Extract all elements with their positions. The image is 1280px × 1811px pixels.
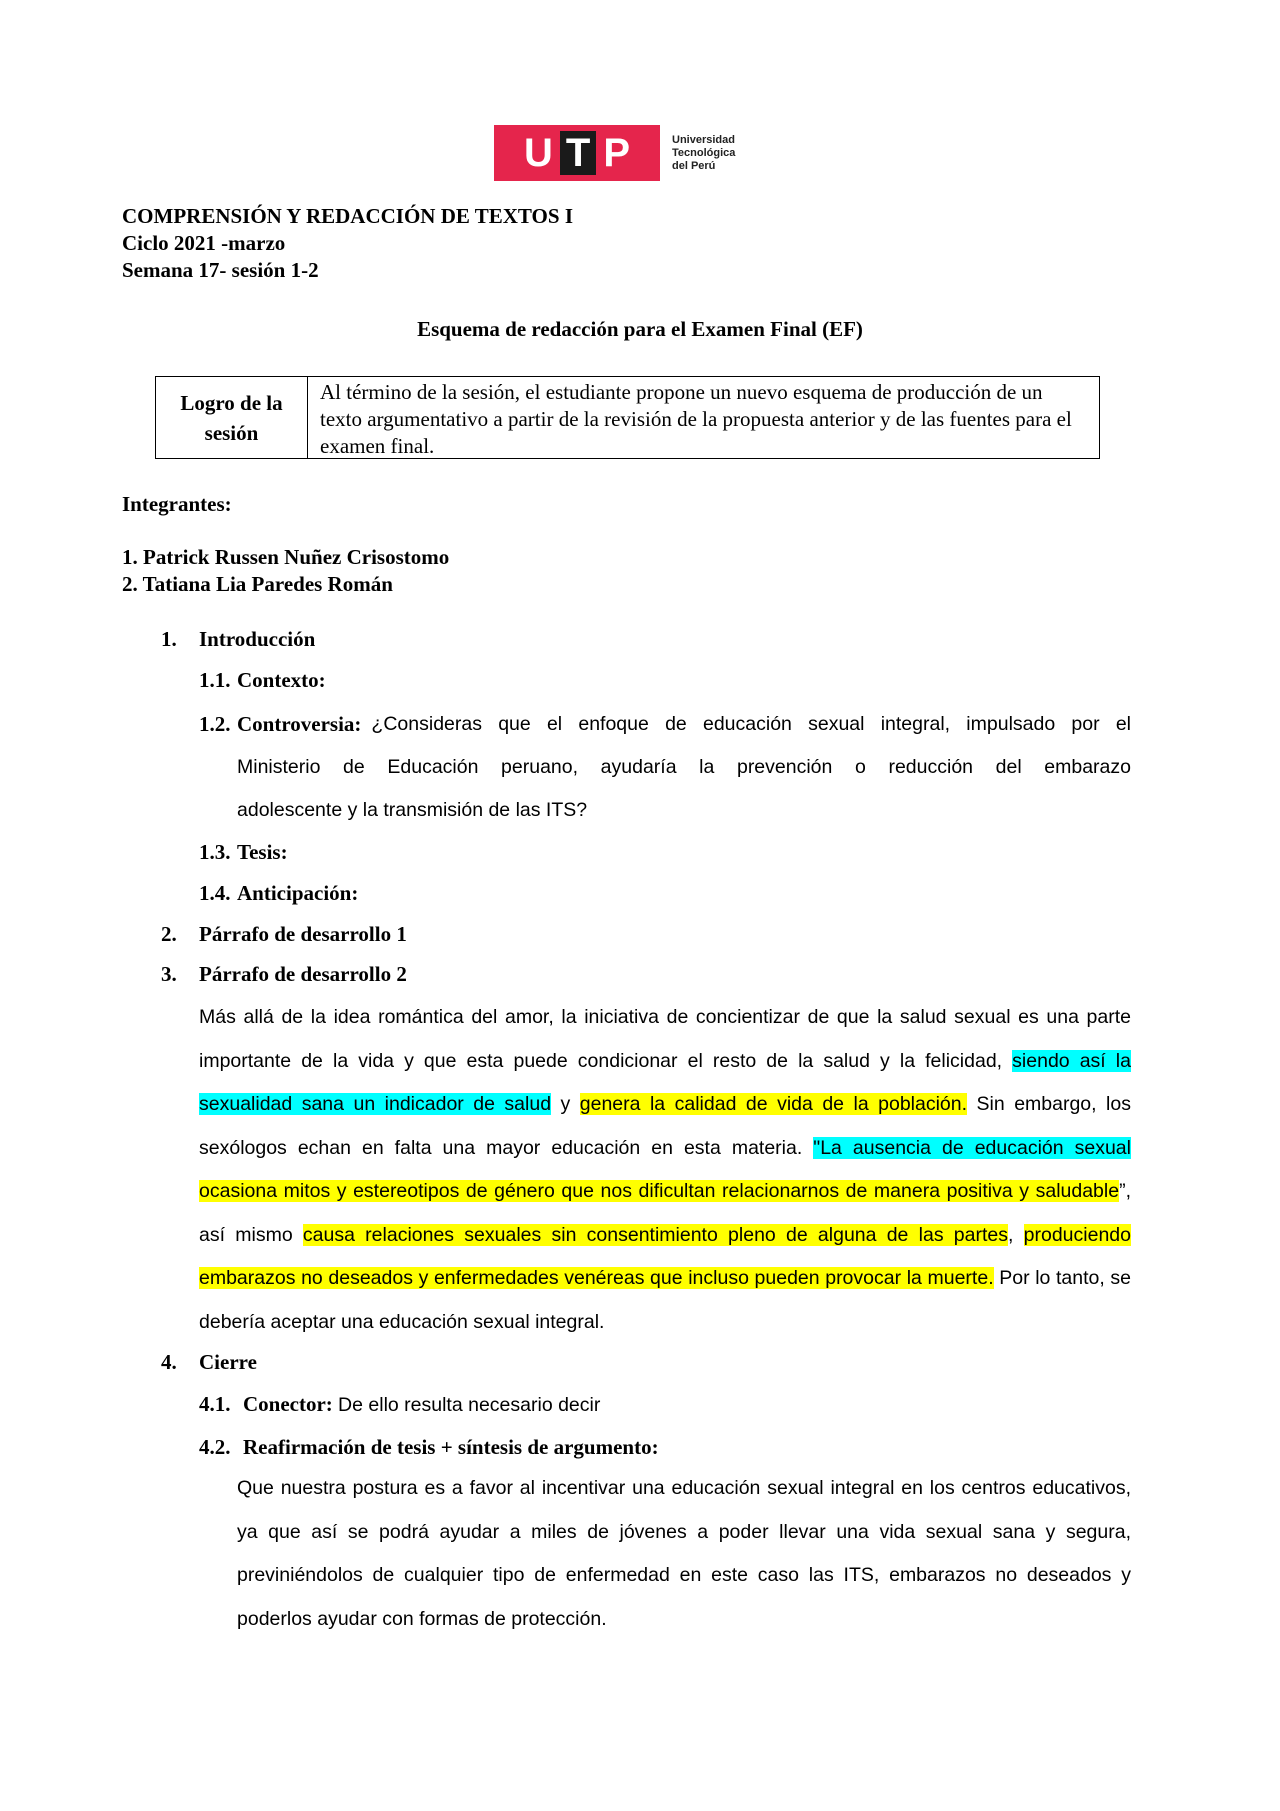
- course-header: [122, 203, 573, 284]
- document-title: Esquema de redacción para el Examen Final (EF): [417, 317, 863, 341]
- course-name: COMPRENSIÓN Y REDACCIÓN DE TEXTOS I: [122, 204, 573, 228]
- session-goal-text: Al término de la sesión, el estudiante propone un nuevo esquema de producción de un texto argumentativo a partir de la revisión de la propuesta anterior y de las fuentes para el examen final.: [320, 380, 1072, 458]
- member-item: 2. Tatiana Lia Paredes Román: [122, 572, 393, 596]
- section-1-2-number: 1.2.: [199, 712, 231, 736]
- members-label: Integrantes:: [122, 492, 232, 516]
- section-4-1-number: 4.1.: [199, 1392, 231, 1416]
- section-4-1-line: [243, 1391, 600, 1419]
- logo-letter-t: T: [560, 131, 596, 175]
- logo-letter-p: P: [603, 131, 630, 175]
- logo-letter-u: U: [523, 131, 553, 175]
- section-2-title: Párrafo de desarrollo 1: [199, 922, 407, 946]
- section-4-title: Cierre: [199, 1350, 257, 1374]
- section-1-2-title: Controversia:: [237, 712, 362, 736]
- session-goal-label: Logro de la sesión: [156, 377, 308, 458]
- highlight-yellow: ocasiona mitos y estereotipos de género que nos dificultan relacionarnos de manera positiva y saludable: [199, 1180, 1120, 1202]
- highlight-yellow: causa relaciones sexuales sin consentimiento pleno de alguna de las partes: [302, 1223, 1008, 1246]
- logo-university-name: Universidad Tecnológica del Perú: [672, 133, 736, 172]
- highlight-cyan: "La ausencia de educación sexual: [813, 1136, 1131, 1159]
- controversy-question-line-2: Ministerio de Educación peruano, ayudaría la prevención o reducción del embarazo: [237, 756, 1131, 778]
- section-1-1-number: 1.1.: [199, 668, 231, 692]
- section-1-title: Introducción: [199, 627, 316, 651]
- highlight-yellow: produciendo embarazos no deseados y enfermedades venéreas que incluso pueden provocar la muerte.: [199, 1223, 1131, 1289]
- course-week: Semana 17- sesión 1-2: [122, 258, 319, 282]
- section-1-2-line-1: [237, 711, 1131, 738]
- section-1-number: 1.: [161, 627, 177, 651]
- controversy-question-line-1: ¿Consideras que el enfoque de educación sexual integral, impulsado por el: [371, 713, 1131, 735]
- thesis-reaffirmation-text: Que nuestra postura es a favor al incentivar una educación sexual integral en los centros educativos, ya que así se podrá ayudar a miles de jóvenes a poder llevar una vida sexual sana y segura, previniéndolos de cualquier tipo de enfermedad en este caso las ITS, embarazos no deseados y poderlos ayudar con formas de protección.: [237, 1477, 1131, 1630]
- section-4-number: 4.: [161, 1350, 177, 1374]
- logo-mark: [494, 125, 660, 181]
- development-paragraph-2: Más allá de la idea romántica del amor, la iniciativa de concientizar de que la salud sexual es una parte importante de la vida y que esta puede condicionar el resto de la salud y la felicidad, siendo así la sexualidad sana un indicador de salud y genera la calidad de vida de la población. Sin embargo, los sexólogos echan en falta una mayor educación en esta materia. "La ausencia de educación sexual ocasiona mitos y estereotipos de género que nos dificultan relacionarnos de manera positiva y saludable”, así mismo causa relaciones sexuales sin consentimiento pleno de alguna de las partes, produciendo embarazos no deseados y enfermedades venéreas que incluso pueden provocar la muerte. Por lo tanto, se debería aceptar una educación sexual integral.: [199, 1006, 1131, 1333]
- section-4-1-title: Conector:: [243, 1392, 333, 1416]
- member-item: 1. Patrick Russen Nuñez Crisostomo: [122, 545, 450, 569]
- section-1-3-title: Tesis:: [237, 840, 288, 864]
- section-4-2-title: Reafirmación de tesis + síntesis de argumento:: [243, 1435, 659, 1459]
- connector-text: De ello resulta necesario decir: [338, 1394, 601, 1416]
- utp-logo: [494, 125, 735, 181]
- section-4-2-number: 4.2.: [199, 1435, 231, 1459]
- members-list: [122, 544, 449, 598]
- section-1-4-number: 1.4.: [199, 881, 231, 905]
- section-3-number: 3.: [161, 962, 177, 986]
- session-goal-table: [155, 376, 1100, 459]
- section-3-title: Párrafo de desarrollo 2: [199, 962, 407, 986]
- section-2-number: 2.: [161, 922, 177, 946]
- controversy-question-line-3: adolescente y la transmisión de las ITS?: [237, 799, 588, 821]
- highlight-yellow: genera la calidad de vida de la población.: [579, 1093, 968, 1115]
- section-1-1-title: Contexto:: [237, 668, 326, 692]
- section-1-3-number: 1.3.: [199, 840, 231, 864]
- highlight-cyan: siendo así la sexualidad sana un indicador de salud: [199, 1049, 1131, 1115]
- course-cycle: Ciclo 2021 -marzo: [122, 231, 286, 255]
- section-1-4-title: Anticipación:: [237, 881, 359, 905]
